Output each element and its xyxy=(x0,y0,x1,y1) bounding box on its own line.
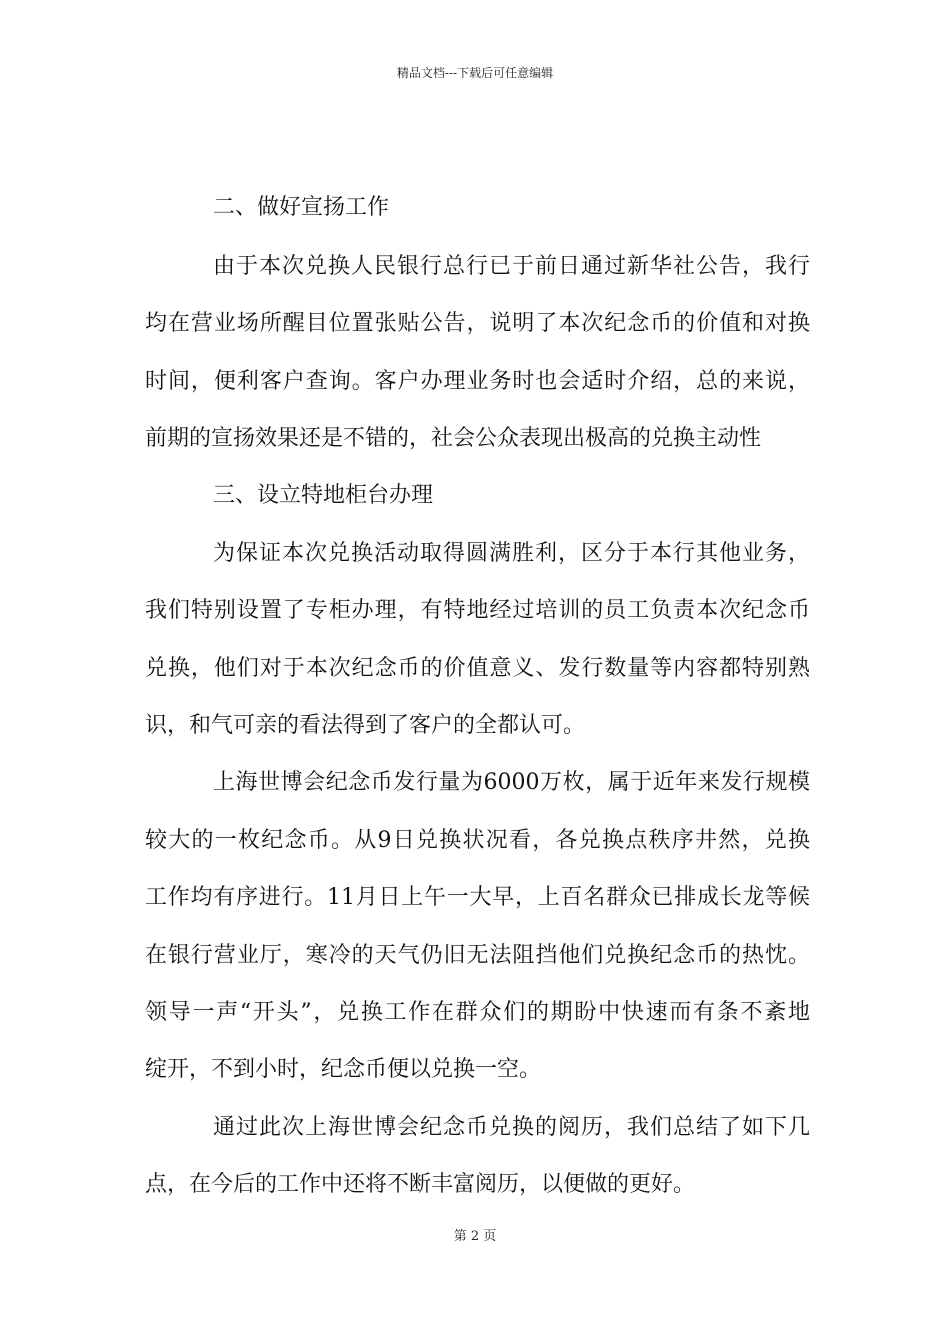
section-heading: 二、做好宣扬工作 xyxy=(213,195,390,220)
page-header: 精品文档---下载后可任意编辑 xyxy=(396,66,554,80)
paragraph-line: 工作均有序进行。11月日上午一大早，上百名群众已排成长龙等候 xyxy=(145,885,810,910)
page-number: 第 2 页 xyxy=(453,1229,497,1244)
section-heading: 三、设立特地柜台办理 xyxy=(213,483,434,508)
paragraph-line: 上海世博会纪念币发行量为6000万枚，属于近年来发行规模 xyxy=(213,770,810,795)
paragraph-line: 较大的一枚纪念币。从9日兑换状况看，各兑换点秩序井然，兑换 xyxy=(145,828,810,853)
paragraph-line: 我们特别设置了专柜办理，有特地经过培训的员工负责本次纪念币 xyxy=(145,598,810,623)
paragraph-line: 在银行营业厅，寒冷的天气仍旧无法阻挡他们兑换纪念币的热忱。 xyxy=(145,943,810,968)
paragraph-line: 通过此次上海世博会纪念币兑换的阅历，我们总结了如下几 xyxy=(213,1115,810,1140)
paragraph-line: 前期的宣扬效果还是不错的，社会公众表现出极高的兑换主动性 xyxy=(145,426,762,451)
paragraph-line: 绽开，不到小时，纪念币便以兑换一空。 xyxy=(145,1057,542,1082)
paragraph-line: 为保证本次兑换活动取得圆满胜利，区分于本行其他业务， xyxy=(213,541,810,566)
paragraph-line: 识，和气可亲的看法得到了客户的全都认可。 xyxy=(145,713,586,738)
paragraph-line: 均在营业场所醒目位置张贴公告，说明了本次纪念币的价值和对换 xyxy=(145,311,810,336)
paragraph-line: 由于本次兑换人民银行总行已于前日通过新华社公告，我行 xyxy=(213,254,810,279)
paragraph-line: 兑换，他们对于本次纪念币的价值意义、发行数量等内容都特别熟 xyxy=(145,656,810,681)
paragraph-line: 点，在今后的工作中还将不断丰富阅历，以便做的更好。 xyxy=(145,1172,696,1197)
paragraph-line: 时间，便利客户查询。客户办理业务时也会适时介绍，总的来说， xyxy=(145,369,810,394)
paragraph-line: 领导一声“开头”，兑换工作在群众们的期盼中快速而有条不紊地 xyxy=(145,1000,810,1025)
